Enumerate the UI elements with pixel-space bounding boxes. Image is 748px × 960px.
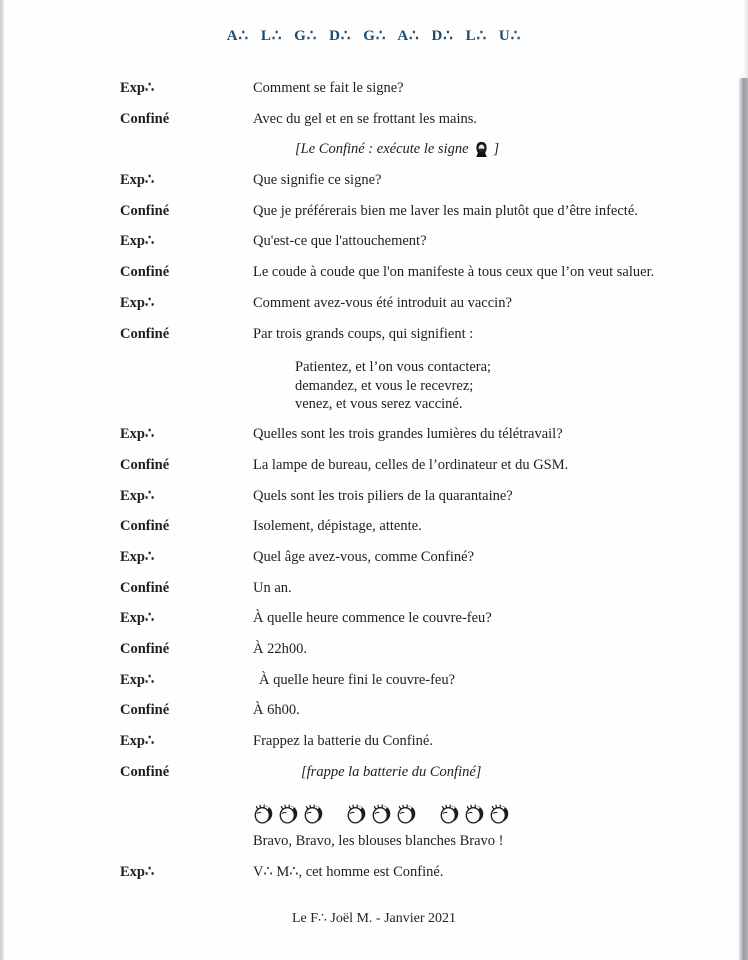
verse-line: Patientez, et l’on vous contactera; bbox=[295, 359, 492, 376]
dialogue-row bbox=[120, 702, 692, 733]
speaker-label: Confiné bbox=[120, 518, 170, 535]
dialogue-row bbox=[120, 610, 692, 641]
clap-icon bbox=[464, 803, 486, 825]
stage-direction: [frappe la batterie du Confiné] bbox=[301, 763, 482, 780]
dialogue-text: À 22h00. bbox=[253, 641, 307, 657]
speaker-label: Exp∴ bbox=[120, 671, 155, 688]
dialogue-text: Quel âge avez-vous, comme Confiné? bbox=[253, 548, 475, 565]
dialogue-text: La lampe de bureau, celles de l’ordinateur et du GSM. bbox=[253, 456, 569, 473]
dialogue-row bbox=[120, 111, 692, 142]
speaker-label: Exp∴ bbox=[120, 172, 155, 189]
dialogue-row bbox=[120, 641, 692, 672]
author-credit: Le F∴ Joël M. - Janvier 2021 bbox=[291, 911, 457, 926]
dialogue-row bbox=[120, 549, 692, 580]
verse-line: demandez, et vous le recevrez; bbox=[295, 377, 474, 394]
speaker-label: Confiné bbox=[120, 641, 170, 657]
dialogue-text: Comment avez-vous été introduit au vaccin? bbox=[253, 294, 512, 311]
dialogue-row bbox=[120, 264, 692, 295]
dialogue-row bbox=[120, 457, 692, 488]
dialogue-text: Comment se fait le signe? bbox=[253, 80, 404, 96]
dialogue-row bbox=[120, 326, 692, 357]
clap-icon bbox=[439, 803, 461, 825]
dialogue-row bbox=[120, 672, 692, 703]
dialogue-row bbox=[120, 488, 692, 519]
speaker-label: Confiné bbox=[120, 702, 170, 719]
clap-icon bbox=[396, 803, 418, 825]
speaker-label: Exp∴ bbox=[120, 426, 155, 443]
speaker-label: Exp∴ bbox=[120, 864, 155, 881]
speaker-label: Confiné bbox=[120, 456, 170, 473]
page-right-edge bbox=[738, 78, 748, 960]
dialogue-text: À quelle heure commence le couvre-feu? bbox=[253, 610, 492, 627]
dialogue-text: À quelle heure fini le couvre-feu? bbox=[259, 671, 456, 688]
applause-row bbox=[120, 794, 692, 833]
stage-direction-row bbox=[120, 141, 692, 172]
dialogue-row bbox=[120, 864, 692, 895]
dialogue-row bbox=[120, 203, 692, 234]
dialogue-row bbox=[120, 733, 692, 764]
dialogue-text: Avec du gel et en se frottant les mains. bbox=[253, 110, 478, 127]
speaker-label: Exp∴ bbox=[120, 733, 155, 750]
speaker-label: Exp∴ bbox=[120, 548, 155, 565]
dialogue-text: Le coude à coude que l'on manifeste à tous ceux que l’on veut saluer. bbox=[253, 264, 655, 281]
dialogue-row bbox=[120, 518, 692, 549]
page-title: A∴ L∴ G∴ D∴ G∴ A∴ D∴ L∴ U∴ bbox=[226, 28, 522, 44]
dialogue-row bbox=[120, 833, 692, 864]
clap-icon bbox=[278, 803, 300, 825]
clap-icon bbox=[489, 803, 511, 825]
dialogue-text: Quelles sont les trois grandes lumières du télétravail? bbox=[253, 426, 563, 443]
dialogue-row bbox=[120, 295, 692, 326]
clap-icon bbox=[253, 803, 275, 825]
dialogue bbox=[120, 80, 692, 895]
dialogue-text: V∴ M∴, cet homme est Confiné. bbox=[253, 864, 444, 881]
dialogue-row bbox=[120, 426, 692, 457]
speaker-label: Confiné bbox=[120, 579, 170, 596]
speaker-label: Confiné bbox=[120, 264, 170, 281]
dialogue-text: Un an. bbox=[253, 579, 292, 596]
dialogue-row bbox=[120, 233, 692, 264]
speaker-label: Exp∴ bbox=[120, 294, 155, 311]
dialogue-text: À 6h00. bbox=[253, 702, 300, 719]
verse-row bbox=[120, 356, 692, 426]
speaker-label: Confiné bbox=[120, 763, 170, 780]
dialogue-text: Quels sont les trois piliers de la quarantaine? bbox=[253, 487, 513, 504]
clap-icon bbox=[371, 803, 393, 825]
dialogue-text: Isolement, dépistage, attente. bbox=[253, 518, 422, 535]
speaker-label: Confiné bbox=[120, 325, 170, 342]
verse-block bbox=[253, 356, 692, 426]
dialogue-text: Par trois grands coups, qui signifient : bbox=[253, 325, 474, 342]
speaker-label: Exp∴ bbox=[120, 610, 155, 627]
speaker-label: Exp∴ bbox=[120, 80, 155, 96]
dialogue-text: Frappez la batterie du Confiné. bbox=[253, 733, 433, 750]
speaker-label: Exp∴ bbox=[120, 233, 155, 250]
page-left-edge bbox=[0, 0, 4, 960]
stage-direction-row bbox=[120, 764, 692, 795]
clap-icon bbox=[303, 803, 325, 825]
speaker-label: Confiné bbox=[120, 110, 170, 127]
applause-icons bbox=[253, 803, 692, 825]
masked-person-icon bbox=[474, 141, 489, 158]
dialogue-row bbox=[120, 172, 692, 203]
dialogue-row bbox=[120, 580, 692, 611]
dialogue-row bbox=[120, 80, 692, 111]
speaker-label: Confiné bbox=[120, 202, 170, 219]
clap-icon bbox=[346, 803, 368, 825]
verse-line: venez, et vous serez vacciné. bbox=[295, 396, 463, 413]
dialogue-text: Que signifie ce signe? bbox=[253, 172, 382, 189]
speaker-label: Exp∴ bbox=[120, 487, 155, 504]
stage-direction: [Le Confiné : exécute le signe ] bbox=[295, 141, 500, 158]
dialogue-text: Bravo, Bravo, les blouses blanches Bravo ! bbox=[253, 833, 504, 850]
dialogue-text: Que je préférerais bien me laver les main plutôt que d’être infecté. bbox=[253, 202, 638, 219]
dialogue-text: Qu'est-ce que l'attouchement? bbox=[253, 233, 427, 250]
